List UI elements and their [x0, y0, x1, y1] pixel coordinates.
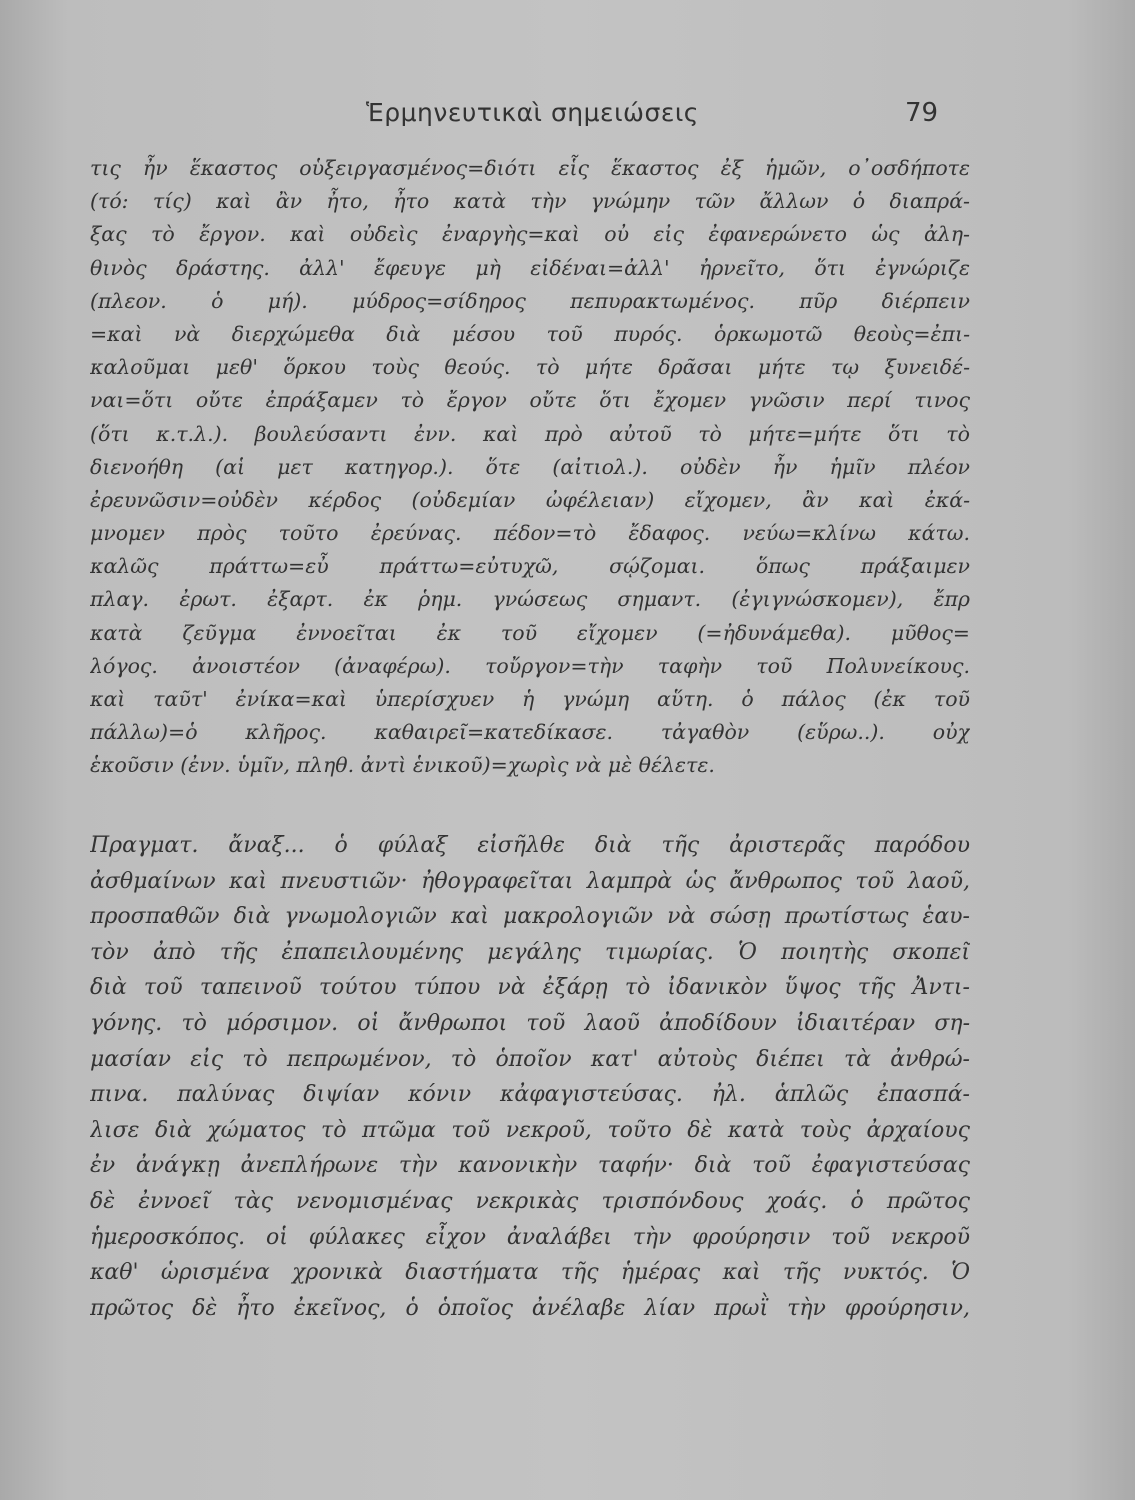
- text-line: πάλλω)=ὁ κλῆρος. καθαιρεῖ=κατεδίκασε. τἀγαθὸν (εὕρω..). οὐχ: [90, 720, 970, 745]
- text-line: μνομεν πρὸς τοῦτο ἐρεύνας. πέδον=τὸ ἔδαφος. νεύω=κλίνω κάτω.: [90, 521, 970, 546]
- text-line: =καὶ νὰ διερχώμεθα διὰ μέσου τοῦ πυρός. ὁρκωμοτῶ θεοὺς=ἐπι-: [90, 321, 970, 346]
- text-line: ἀσθμαίνων καὶ πνευστιῶν· ἠθογραφεῖται λαμπρὰ ὡς ἄνθρωπος τοῦ λαοῦ,: [90, 868, 970, 894]
- text-line: καλῶς πράττω=εὖ πράττω=εὐτυχῶ, σῴζομαι. ὅπως πράξαιμεν: [90, 554, 970, 579]
- text-line: ξας τὸ ἔργον. καὶ οὐδεὶς ἐναργὴς=καὶ οὐ εἰς ἐφανερώνετο ὡς ἀλη-: [90, 222, 970, 247]
- text-line: ἡμεροσκόπος. οἱ φύλακες εἶχον ἀναλάβει τὴν φρούρησιν τοῦ νεκροῦ: [90, 1224, 970, 1250]
- text-line: τις ἦν ἕκαστος οὑξειργασμένος=διότι εἷς ἕκαστος ἐξ ἡμῶν, ο᾿οσδήποτε: [90, 156, 970, 180]
- text-line: ἑκοῦσιν (ἐνν. ὑμῖν, πληθ. ἀντὶ ἑνικοῦ)=χωρὶς νὰ μὲ θέλετε.: [90, 753, 715, 778]
- text-line: τὸν ἀπὸ τῆς ἐπαπειλουμένης μεγάλης τιμωρίας. Ὁ ποιητὴς σκοπεῖ: [90, 939, 970, 965]
- text-line: διὰ τοῦ ταπεινοῦ τούτου τύπου νὰ ἐξάρῃ τὸ ἰδανικὸν ὕψος τῆς Ἀντι-: [90, 975, 970, 1001]
- text-line: θινὸς δράστης. ἀλλ' ἔφευγε μὴ εἰδέναι=ἀλλ' ἠρνεῖτο, ὅτι ἐγνώριζε: [90, 255, 970, 280]
- text-line: (ὅτι κ.τ.λ.). βουλεύσαντι ἐνν. καὶ πρὸ αὐτοῦ τὸ μήτε=μήτε ὅτι τὸ: [90, 421, 970, 446]
- text-line: (τό: τίς) καὶ ἂν ἦτο, ἦτο κατὰ τὴν γνώμην τῶν ἄλλων ὁ διαπρά-: [90, 189, 970, 214]
- commentary-paragraph: [90, 828, 970, 1326]
- page-number: 79: [905, 98, 939, 128]
- glossary-notes: [90, 152, 970, 783]
- text-line: γόνης. τὸ μόρσιμον. οἱ ἄνθρωποι τοῦ λαοῦ ἀποδίδουν ἰδιαιτέραν ση-: [90, 1010, 970, 1036]
- text-line: προσπαθῶν διὰ γνωμολογιῶν καὶ μακρολογιῶν νὰ σώσῃ πρωτίστως ἑαυ-: [90, 904, 970, 930]
- text-line: δὲ ἐννοεῖ τὰς νενομισμένας νεκρικὰς τρισπόνδους χοάς. ὁ πρῶτος: [90, 1188, 970, 1214]
- running-title: Ἑρμηνευτικαὶ σημειώσεις: [366, 98, 699, 127]
- text-line: μασίαν εἰς τὸ πεπρωμένον, τὸ ὁποῖον κατ' αὐτοὺς διέπει τὰ ἀνθρώ-: [90, 1046, 970, 1072]
- text-line: ἐρευνῶσιν=οὐδὲν κέρδος (οὐδεμίαν ὠφέλειαν) εἴχομεν, ἂν καὶ ἐκά-: [90, 487, 970, 512]
- text-line: λόγος. ἀνοιστέον (ἀναφέρω). τοὔργον=τὴν ταφὴν τοῦ Πολυνείκους.: [90, 653, 970, 678]
- text-line: (πλεον. ὁ μή). μύδρος=σίδηρος πεπυρακτωμένος. πῦρ διέρπειν: [90, 288, 970, 313]
- text-line: καλοῦμαι μεθ' ὅρκου τοὺς θεούς. τὸ μήτε δρᾶσαι μήτε τῳ ξυνειδέ-: [90, 355, 970, 380]
- text-line: πλαγ. ἐρωτ. ἐξαρτ. ἐκ ῥημ. γνώσεως σημαντ. (ἐγιγνώσκομεν), ἔπρ: [90, 587, 970, 612]
- text-line: κατὰ ζεῦγμα ἐννοεῖται ἐκ τοῦ εἴχομεν (=ἠδυνάμεθα). μῦθος=: [90, 620, 970, 645]
- text-line: ἐν ἀνάγκῃ ἀνεπλήρωνε τὴν κανονικὴν ταφήν· διὰ τοῦ ἐφαγιστεύσας: [90, 1153, 970, 1179]
- text-line: καὶ ταῦτ' ἐνίκα=καὶ ὑπερίσχυεν ἡ γνώμη αὕτη. ὁ πάλος (ἐκ τοῦ: [90, 687, 970, 711]
- text-line: Πραγματ. ἄναξ... ὁ φύλαξ εἰσῆλθε διὰ τῆς ἀριστερᾶς παρόδου: [90, 833, 970, 858]
- text-line: ναι=ὅτι οὔτε ἐπράξαμεν τὸ ἔργον οὔτε ὅτι ἔχομεν γνῶσιν περί τινος: [90, 388, 970, 413]
- text-line: καθ' ὡρισμένα χρονικὰ διαστήματα τῆς ἡμέρας καὶ τῆς νυκτός. Ὁ: [90, 1260, 970, 1286]
- text-line: λισε διὰ χώματος τὸ πτῶμα τοῦ νεκροῦ, τοῦτο δὲ κατὰ τοὺς ἀρχαίους: [90, 1117, 970, 1143]
- page-header: [0, 98, 1135, 138]
- text-line: πρῶτος δὲ ἦτο ἐκεῖνος, ὁ ὁποῖος ἀνέλαβε λίαν πρωῒ τὴν φρούρησιν,: [90, 1295, 970, 1321]
- text-line: διενοήθη (αἱ μετ κατηγορ.). ὅτε (αἰτιολ.). οὐδὲν ἦν ἡμῖν πλέον: [90, 454, 970, 479]
- text-line: πινα. παλύνας διψίαν κόνιν κἀφαγιστεύσας. ἠλ. ἁπλῶς ἐπασπά-: [90, 1082, 970, 1108]
